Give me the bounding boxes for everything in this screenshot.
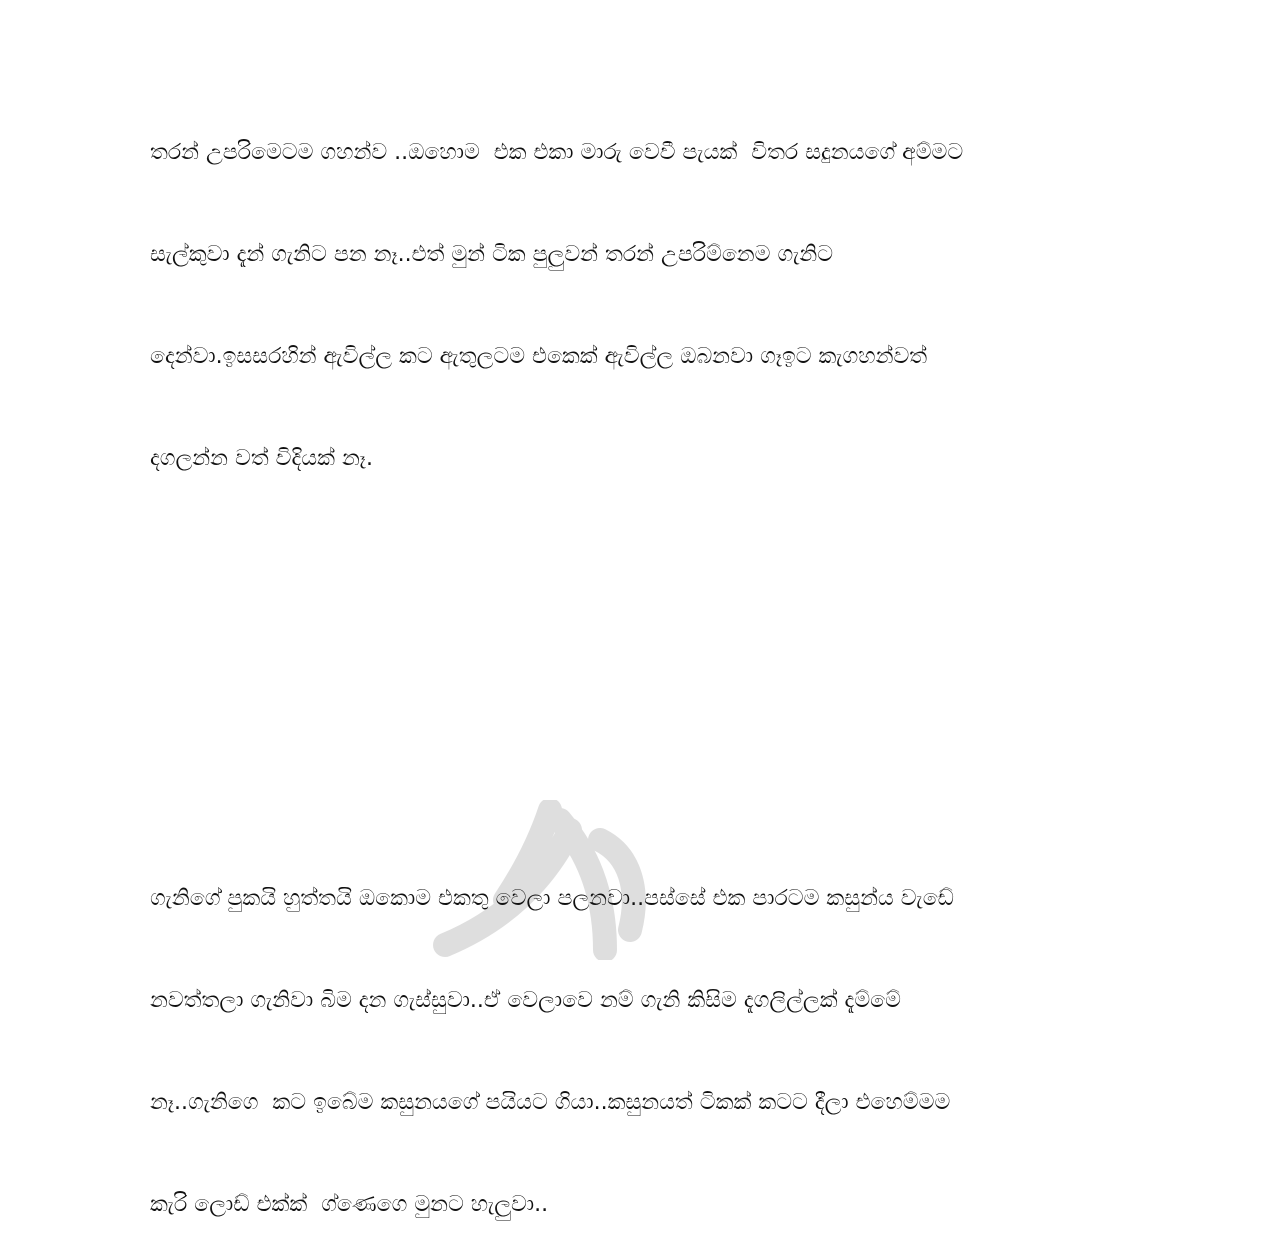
paragraph-1 [150, 68, 1110, 510]
paragraph-line: කැරි ලොඩ් එක්ක් ග්ණෙගෙ මුනට හැලුවා.. [150, 1192, 549, 1217]
paragraph-2 [150, 814, 1110, 1256]
paragraph-line: දෙන්වා.ඉසසරහින් ඇවිල්ල කට ඇතුලටම එකෙක් ඇවිල්ල ඔබනවා ගෑඉට කැගහන්වත් [150, 344, 928, 369]
paragraph-line: දගලන්න වත් විදියක් නෑ. [150, 446, 373, 471]
paragraph-line: නවත්තලා ගැනිවා බිම දන ගැස්සුවා..ඒ වෙලාවෙ නම් ගැනි කිසිම දැගලිල්ලක් දැම්මේ [150, 988, 901, 1013]
paragraph-line: තරන් උපරිමෙටම ගහන්ව ..ඔහොම එක එකා මාරු වෙවී පැයක් විතර සදුනයගේ අම්මට [150, 140, 964, 165]
paragraph-line: ගැනිගේ පුකයි හුත්තයි ඔකොම එකතු වෙලා පලනවා..පස්සේ එක පාරටම කසුන්ය වැඩේ [150, 886, 954, 911]
paragraph-line: සැල්කුවා දැන් ගැනිට පන නෑ..එත් මුන් ටික පුලුවන් තරන් උපරිම්නෙම ගැනිට [150, 242, 834, 267]
paragraph-line: නෑ..ගැනිගෙ කට ඉබේම කසුනයගේ පයියට ගියා..කසුනයත් ටිකක් කටට දීලා එහෙම්මම [150, 1090, 951, 1115]
